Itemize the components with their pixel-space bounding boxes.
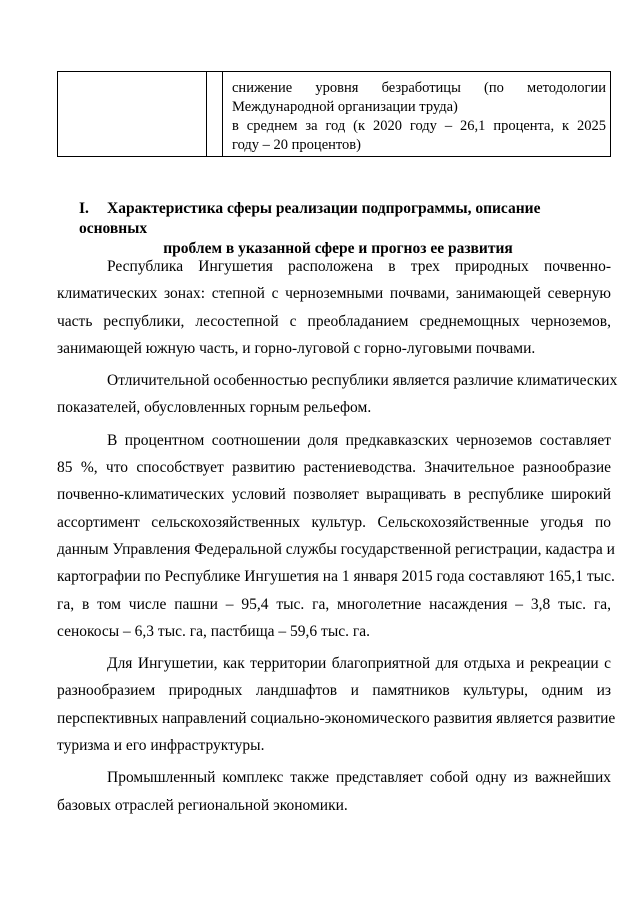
- text-line: данным Управления Федеральной службы государственной регистрации, кадастра и: [57, 540, 615, 558]
- section-heading: [57, 199, 611, 259]
- paragraph: [57, 367, 618, 422]
- text-line: Для Ингушетии, как территории благоприятной для отдыха и рекреации с: [107, 655, 611, 673]
- body-text: [57, 253, 618, 824]
- text-line: перспективных направлений социально-экономического развития является развитие: [57, 709, 616, 727]
- paragraph: [57, 650, 616, 759]
- table-cell-line: снижение уровня безработицы (по методологии: [232, 80, 606, 96]
- paragraph: [57, 253, 611, 362]
- text-line: га, в том числе пашни – 95,4 тыс. га, многолетние насаждения – 3,8 тыс. га,: [57, 595, 611, 613]
- text-line: картографии по Республике Ингушетия на 1 января 2015 года составляют 165,1 тыс.: [57, 568, 615, 586]
- table-cell-text: [232, 79, 606, 155]
- text-line: показателей, обусловленных горным рельефом.: [57, 399, 372, 417]
- table-cell-line: в среднем за год (к 2020 году – 26,1 процента, к 2025: [232, 118, 606, 134]
- table-fragment: [57, 71, 611, 157]
- text-line: часть республики, лесостепной с преобладанием среднемощных черноземов,: [57, 312, 611, 330]
- table-cell-line: году – 20 процентов): [232, 137, 361, 153]
- paragraph: [57, 764, 611, 819]
- table-divider: [222, 72, 223, 156]
- text-line: Промышленный комплекс также представляет собой одну из важнейших: [107, 769, 611, 787]
- table-divider: [206, 72, 207, 156]
- text-line: почвенно-климатических условий позволяет выращивать в республике широкий: [57, 486, 611, 504]
- text-line: сенокосы – 6,3 тыс. га, пастбища – 59,6 тыс. га.: [57, 622, 370, 640]
- table-cell-line: Международной организации труда): [232, 99, 458, 115]
- text-line: В процентном соотношении доля предкавказских черноземов составляет: [107, 431, 611, 449]
- text-line: ассортимент сельскохозяйственных культур. Сельскохозяйственные угодья по: [57, 513, 611, 531]
- text-line: Отличительной особенностью республики является различие климатических: [107, 372, 618, 390]
- text-line: разнообразием природных ландшафтов и памятников культуры, одним из: [57, 682, 611, 700]
- text-line: Республика Ингушетия расположена в трех природных почвенно-: [107, 258, 611, 275]
- text-line: базовых отраслей региональной экономики.: [57, 796, 348, 814]
- section-title-line: Характеристика сферы реализации подпрограммы, описание основных: [79, 200, 541, 237]
- text-line: туризма и его инфраструктуры.: [57, 737, 265, 755]
- text-line: климатических зонах: степной с черноземными почвами, занимающей северную: [57, 285, 611, 303]
- section-title-line: проблем в указанной сфере и прогноз ее развития: [163, 240, 513, 257]
- section-number: I.: [79, 200, 89, 217]
- text-line: 85 %, что способствует развитию растениеводства. Значительное разнообразие: [57, 459, 611, 477]
- text-line: занимающей южную часть, и горно-луговой с горно-луговыми почвами.: [57, 339, 536, 357]
- paragraph: [57, 427, 615, 645]
